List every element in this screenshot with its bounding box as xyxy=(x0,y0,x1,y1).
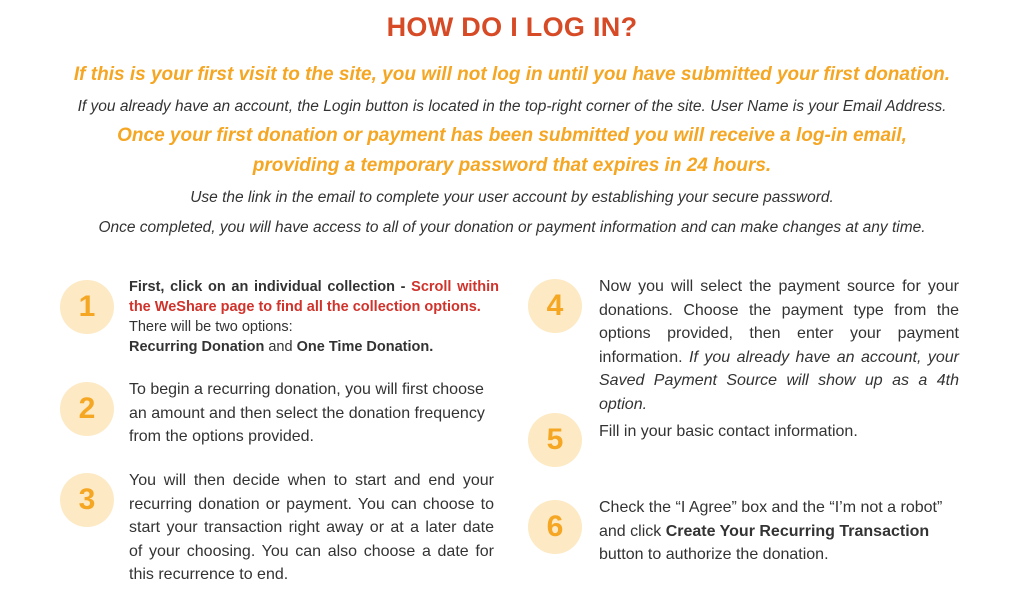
intro-login-location: If you already have an account, the Login button is located in the top-right corner of the site. User Name is your Email Address. xyxy=(77,98,947,115)
option-one-time-donation: One Time Donation. xyxy=(296,339,434,355)
page-title: HOW DO I LOG IN? xyxy=(386,12,638,42)
step-number-badge: 4 xyxy=(528,279,582,333)
step-text: Fill in your basic contact information. xyxy=(599,423,858,440)
step-text xyxy=(129,277,499,357)
step-6-post-text: button to authorize the donation. xyxy=(599,546,829,563)
step-number-badge: 1 xyxy=(60,280,114,334)
create-recurring-transaction-label: Create Your Recurring Transaction xyxy=(665,522,930,540)
intro-first-visit: If this is your first visit to the site, you will not log in until you have submitted your first donation. xyxy=(73,64,951,85)
step-1-scroll-hint: Scroll within the WeShare page to find all the collection options. xyxy=(129,279,500,315)
intro-login-email: Once your first donation or payment has been submitted you will receive a log-in email, xyxy=(117,125,907,146)
step-text xyxy=(599,496,969,567)
step-4-saved-source-note: If you already have an account, your Saved Payment Source will show up as a 4th option. xyxy=(599,348,959,413)
step-text xyxy=(599,275,959,416)
intro-temp-password: providing a temporary password that expires in 24 hours. xyxy=(252,155,772,176)
step-text: You will then decide when to start and end your recurring donation or payment. You can choose to start your transaction right away or at a later date of your choosing. You can also choose a date for this recurrence to end. xyxy=(129,472,494,583)
step-number-badge: 2 xyxy=(60,382,114,436)
step-number-badge: 5 xyxy=(528,413,582,467)
intro-access-info: Once completed, you will have access to all of your donation or payment information and can make changes at any time. xyxy=(98,219,926,236)
step-1-and: and xyxy=(264,339,297,355)
intro-email-link: Use the link in the email to complete your user account by establishing your secure password. xyxy=(190,189,834,206)
option-recurring-donation: Recurring Donation xyxy=(129,339,265,355)
step-number-badge: 6 xyxy=(528,500,582,554)
step-4-main-text: Now you will select the payment source for your donations. Choose the payment type from the options provided, then enter your payment information. xyxy=(599,278,959,366)
step-number-badge: 3 xyxy=(60,473,114,527)
step-1-bold-text: First, click on an individual collection - xyxy=(129,279,412,295)
step-6-pre-text: Check the “I Agree” box and the “I’m not a robot” and click xyxy=(599,499,943,540)
step-text: To begin a recurring donation, you will first choose an amount and then select the donation frequency from the options provided. xyxy=(129,381,485,445)
step-1-options-intro: There will be two options: xyxy=(129,319,293,335)
